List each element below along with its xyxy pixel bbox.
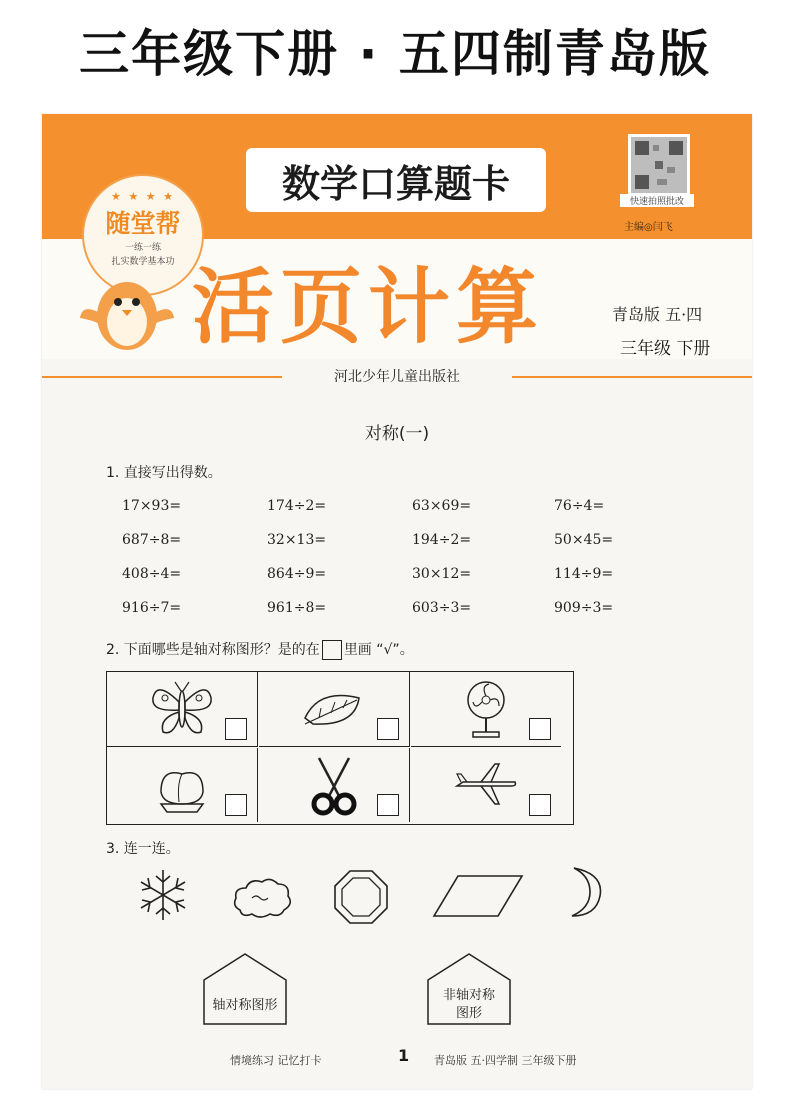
divider [512,376,752,378]
calc-item: 961÷8= [267,600,327,616]
q2-title-b: 里画 “√”。 [343,642,414,658]
figure-cell-scissors [259,748,410,822]
page-number: 1 [398,1046,410,1065]
calc-item: 194÷2= [412,532,472,548]
calc-item: 76÷4= [554,498,605,514]
calc-item: 174÷2= [267,498,327,514]
crescent-moon-icon [560,864,604,920]
grade-label: 三年级 下册 [620,339,711,359]
calc-item: 408÷4= [122,566,182,582]
category-label-symmetric: 轴对称图形 [212,998,278,1013]
house-box-left [202,950,288,1026]
editor-credit: 主编◎闫飞 [624,222,673,233]
parallelogram-icon [430,872,526,920]
calc-item: 17×93= [122,498,182,514]
calc-item: 50×45= [554,532,614,548]
peach-icon [147,754,217,816]
logo-slogan-1: 一练一练 [124,243,161,253]
publisher: 河北少年儿童出版社 [334,369,460,385]
calc-item: 909÷3= [554,600,614,616]
calc-item: 687÷8= [122,532,182,548]
snowflake-icon [134,866,192,924]
fan-icon [451,678,521,740]
penguin-mascot-icon [72,254,182,354]
answer-checkbox[interactable] [529,718,551,740]
figure-cell-peach [107,748,258,822]
answer-checkbox[interactable] [529,794,551,816]
answer-checkbox[interactable] [377,718,399,740]
calc-item: 114÷9= [554,566,614,582]
figure-cell-fan [411,672,561,747]
answer-checkbox[interactable] [225,718,247,740]
logo-slogan-2: 扎实数学基本功 [111,257,175,267]
cloud-icon [230,876,294,920]
calc-item: 864÷9= [267,566,327,582]
section-title: 对称(一) [364,424,430,444]
category-label-nonsymmetric-1: 非轴对称 [442,988,495,1003]
qr-caption: 快速拍照批改 [620,194,694,207]
calc-item: 603÷3= [412,600,472,616]
book-subtitle: 数学口算题卡 [246,148,546,212]
divider [42,376,282,378]
logo-text: 随堂帮 [105,209,181,238]
answer-box-sample [322,640,342,660]
calc-item: 30×12= [412,566,472,582]
worksheet [42,114,752,1089]
edition-label: 青岛版 五·四 [612,305,703,324]
qr-code-icon [628,134,690,196]
symmetry-figure-table [106,671,574,825]
airplane-icon [451,754,521,816]
footer-left: 情境练习 记忆打卡 [230,1054,322,1067]
q1-title: 1. 直接写出得数。 [106,465,222,481]
footer-right: 青岛版 五·四学制 三年级下册 [434,1054,577,1067]
calc-item: 916÷7= [122,600,182,616]
scissors-icon [299,754,369,816]
calc-item: 32×13= [267,532,327,548]
answer-checkbox[interactable] [225,794,247,816]
leaf-icon [299,678,369,740]
q2-title [106,639,414,660]
figure-cell-airplane [411,748,561,822]
butterfly-icon [147,678,217,740]
answer-checkbox[interactable] [377,794,399,816]
q2-title-a: 2. 下面哪些是轴对称图形？是的在 [106,642,320,658]
page-title: 三年级下册 · 五四制青岛版 [79,25,711,83]
figure-cell-butterfly [107,672,258,747]
figure-cell-leaf [259,672,410,747]
q3-title: 3. 连一连。 [106,841,180,857]
stars-icon: ★ ★ ★ ★ [111,190,175,203]
octagon-icon [332,868,390,926]
calc-item: 63×69= [412,498,472,514]
big-title: 活页计算 [192,259,545,355]
category-label-nonsymmetric-2: 图形 [455,1006,482,1021]
